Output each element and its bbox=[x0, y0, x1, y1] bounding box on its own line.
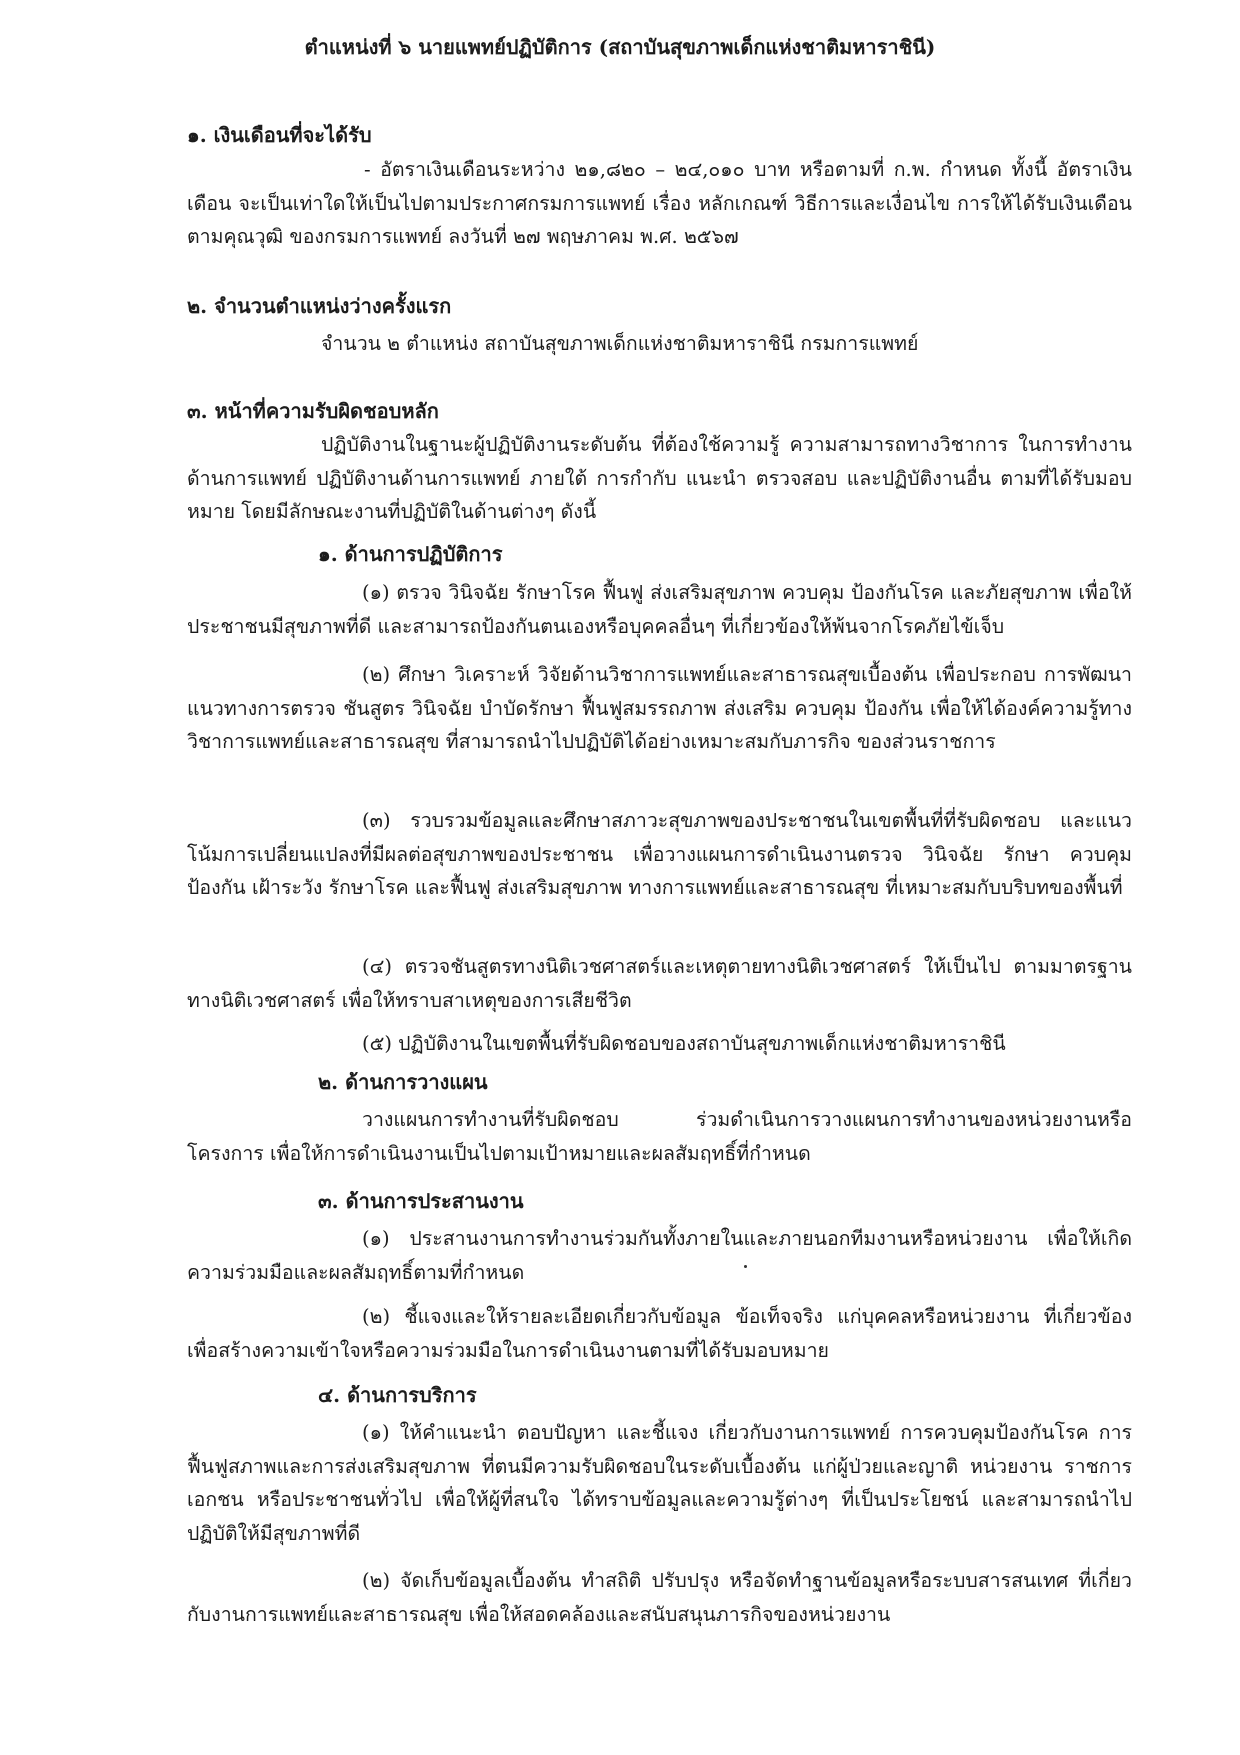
positions-text: จำนวน ๒ ตำแหน่ง สถาบันสุขภาพเด็กแห่งชาติมหาราชินี กรมการแพทย์ bbox=[321, 332, 919, 355]
coordination-heading: ๓. ด้านการประสานงาน bbox=[318, 1189, 524, 1213]
salary-text: - อัตราเงินเดือนระหว่าง ๒๑,๘๒๐ – ๒๔,๐๑๐ บาท หรือตามที่ ก.พ. กำหนด ทั้งนี้ อัตราเงินเดือน จะเป็นเท่าใดให้เป็นไปตามประกาศกรมการแพทย์ เรื่อง หลักเกณฑ์ วิธีการและเงื่อนไข การให้ได้รับเงินเดือนตามคุณวุฒิ ของกรมการแพทย์ ลงวันที่ ๒๗ พฤษภาคม พ.ศ. ๒๕๖๗ bbox=[187, 158, 1132, 249]
salary-heading: ๑. เงินเดือนที่จะได้รับ bbox=[187, 123, 372, 147]
planning-heading: ๒. ด้านการวางแผน bbox=[318, 1070, 488, 1094]
coordination-item-2 bbox=[187, 1300, 1132, 1367]
service-item-2 bbox=[187, 1564, 1132, 1631]
planning-paragraph bbox=[187, 1103, 1132, 1170]
duties-intro-paragraph bbox=[187, 428, 1132, 529]
planning-text: วางแผนการทำงานที่รับผิดชอบ ร่วมดำเนินการวางแผนการทำงานของหน่วยงานหรือ โครงการ เพื่อให้การดำเนินงานเป็นไปตามเป้าหมายและผลสัมฤทธิ์ที่กำหนด bbox=[187, 1108, 1132, 1165]
operations-item-3-text: (๓) รวบรวมข้อมูลและศึกษาสภาวะสุขภาพของประชาชนในเขตพื้นที่ที่รับผิดชอบ และแนวโน้มการเปลี่ยนแปลงที่มีผลต่อสุขภาพของประชาชน เพื่อวางแผนการดำเนินงานตรวจ วินิจฉัย รักษา ควบคุม ป้องกัน เฝ้าระวัง รักษาโรค และฟื้นฟู ส่งเสริมสุขภาพ ทางการแพทย์และสาธารณสุข ที่เหมาะสมกับบริบทของพื้นที่ bbox=[187, 809, 1132, 900]
operations-item-5-text: (๕) ปฏิบัติงานในเขตพื้นที่รับผิดชอบของสถาบันสุขภาพเด็กแห่งชาติมหาราชินี bbox=[362, 1032, 1006, 1055]
page-title: ตำแหน่งที่ ๖ นายแพทย์ปฏิบัติการ (สถาบันสุขภาพเด็กแห่งชาติมหาราชินี) bbox=[304, 35, 936, 59]
operations-item-2 bbox=[187, 658, 1132, 759]
operations-item-4 bbox=[187, 950, 1132, 1017]
operations-heading: ๑. ด้านการปฏิบัติการ bbox=[318, 542, 503, 566]
operations-item-1-text: (๑) ตรวจ วินิจฉัย รักษาโรค ฟื้นฟู ส่งเสริมสุขภาพ ควบคุม ป้องกันโรค และภัยสุขภาพ เพื่อให้ประชาชนมีสุขภาพที่ดี และสามารถป้องกันตนเองหรือบุคคลอื่นๆ ที่เกี่ยวข้องให้พ้นจากโรคภัยไข้เจ็บ bbox=[187, 581, 1132, 638]
operations-item-4-text: (๔) ตรวจชันสูตรทางนิติเวชศาสตร์และเหตุตายทางนิติเวชศาสตร์ ให้เป็นไป ตามมาตรฐานทางนิติเวชศาสตร์ เพื่อให้ทราบสาเหตุของการเสียชีวิต bbox=[187, 955, 1132, 1012]
service-item-2-text: (๒) จัดเก็บข้อมูลเบื้องต้น ทำสถิติ ปรับปรุง หรือจัดทำฐานข้อมูลหรือระบบสารสนเทศ ที่เกี่ยวกับงานการแพทย์และสาธารณสุข เพื่อให้สอดคล้องและสนับสนุนภารกิจของหน่วยงาน bbox=[187, 1569, 1132, 1626]
service-heading: ๔. ด้านการบริการ bbox=[318, 1383, 477, 1407]
coordination-item-1 bbox=[187, 1222, 1132, 1289]
service-item-1-text: (๑) ให้คำแนะนำ ตอบปัญหา และชี้แจง เกี่ยวกับงานการแพทย์ การควบคุมป้องกันโรค การฟื้นฟูสภาพและการส่งเสริมสุขภาพ ที่ตนมีความรับผิดชอบในระดับเบื้องต้น แก่ผู้ป่วยและญาติ หน่วยงาน ราชการ เอกชน หรือประชาชนทั่วไป เพื่อให้ผู้ที่สนใจ ได้ทราบข้อมูลและความรู้ต่างๆ ที่เป็นประโยชน์ และสามารถนำไปปฏิบัติให้มีสุขภาพที่ดี bbox=[187, 1421, 1132, 1545]
salary-paragraph bbox=[187, 153, 1132, 254]
operations-item-3 bbox=[187, 804, 1132, 905]
operations-item-2-text: (๒) ศึกษา วิเคราะห์ วิจัยด้านวิชาการแพทย์และสาธารณสุขเบื้องต้น เพื่อประกอบ การพัฒนาแนวทางการตรวจ ชันสูตร วินิจฉัย บำบัดรักษา ฟื้นฟูสมรรถภาพ ส่งเสริม ควบคุม ป้องกัน เพื่อให้ได้องค์ความรู้ทางวิชาการแพทย์และสาธารณสุข ที่สามารถนำไปปฏิบัติได้อย่างเหมาะสมกับภารกิจ ของส่วนราชการ bbox=[187, 663, 1132, 754]
stray-dot-mark bbox=[744, 1265, 747, 1268]
operations-item-5 bbox=[187, 1027, 1132, 1061]
duties-heading: ๓. หน้าที่ความรับผิดชอบหลัก bbox=[187, 399, 439, 423]
service-item-1 bbox=[187, 1416, 1132, 1550]
duties-intro-text: ปฏิบัติงานในฐานะผู้ปฏิบัติงานระดับต้น ที่ต้องใช้ความรู้ ความสามารถทางวิชาการ ในการทำงานด้านการแพทย์ ปฏิบัติงานด้านการแพทย์ ภายใต้ การกำกับ แนะนำ ตรวจสอบ และปฏิบัติงานอื่น ตามที่ได้รับมอบหมาย โดยมีลักษณะงานที่ปฏิบัติในด้านต่างๆ ดังนี้ bbox=[187, 433, 1132, 524]
positions-heading: ๒. จำนวนตำแหน่งว่างครั้งแรก bbox=[187, 294, 452, 318]
coordination-item-2-text: (๒) ชี้แจงและให้รายละเอียดเกี่ยวกับข้อมูล ข้อเท็จจริง แก่บุคคลหรือหน่วยงาน ที่เกี่ยวข้อง เพื่อสร้างความเข้าใจหรือความร่วมมือในการดำเนินงานตามที่ได้รับมอบหมาย bbox=[187, 1305, 1132, 1362]
positions-paragraph bbox=[187, 327, 1132, 361]
coordination-item-1-text: (๑) ประสานงานการทำงานร่วมกันทั้งภายในและภายนอกทีมงานหรือหน่วยงาน เพื่อให้เกิดความร่วมมือและผลสัมฤทธิ์ตามที่กำหนด bbox=[187, 1227, 1132, 1284]
operations-item-1 bbox=[187, 576, 1132, 643]
